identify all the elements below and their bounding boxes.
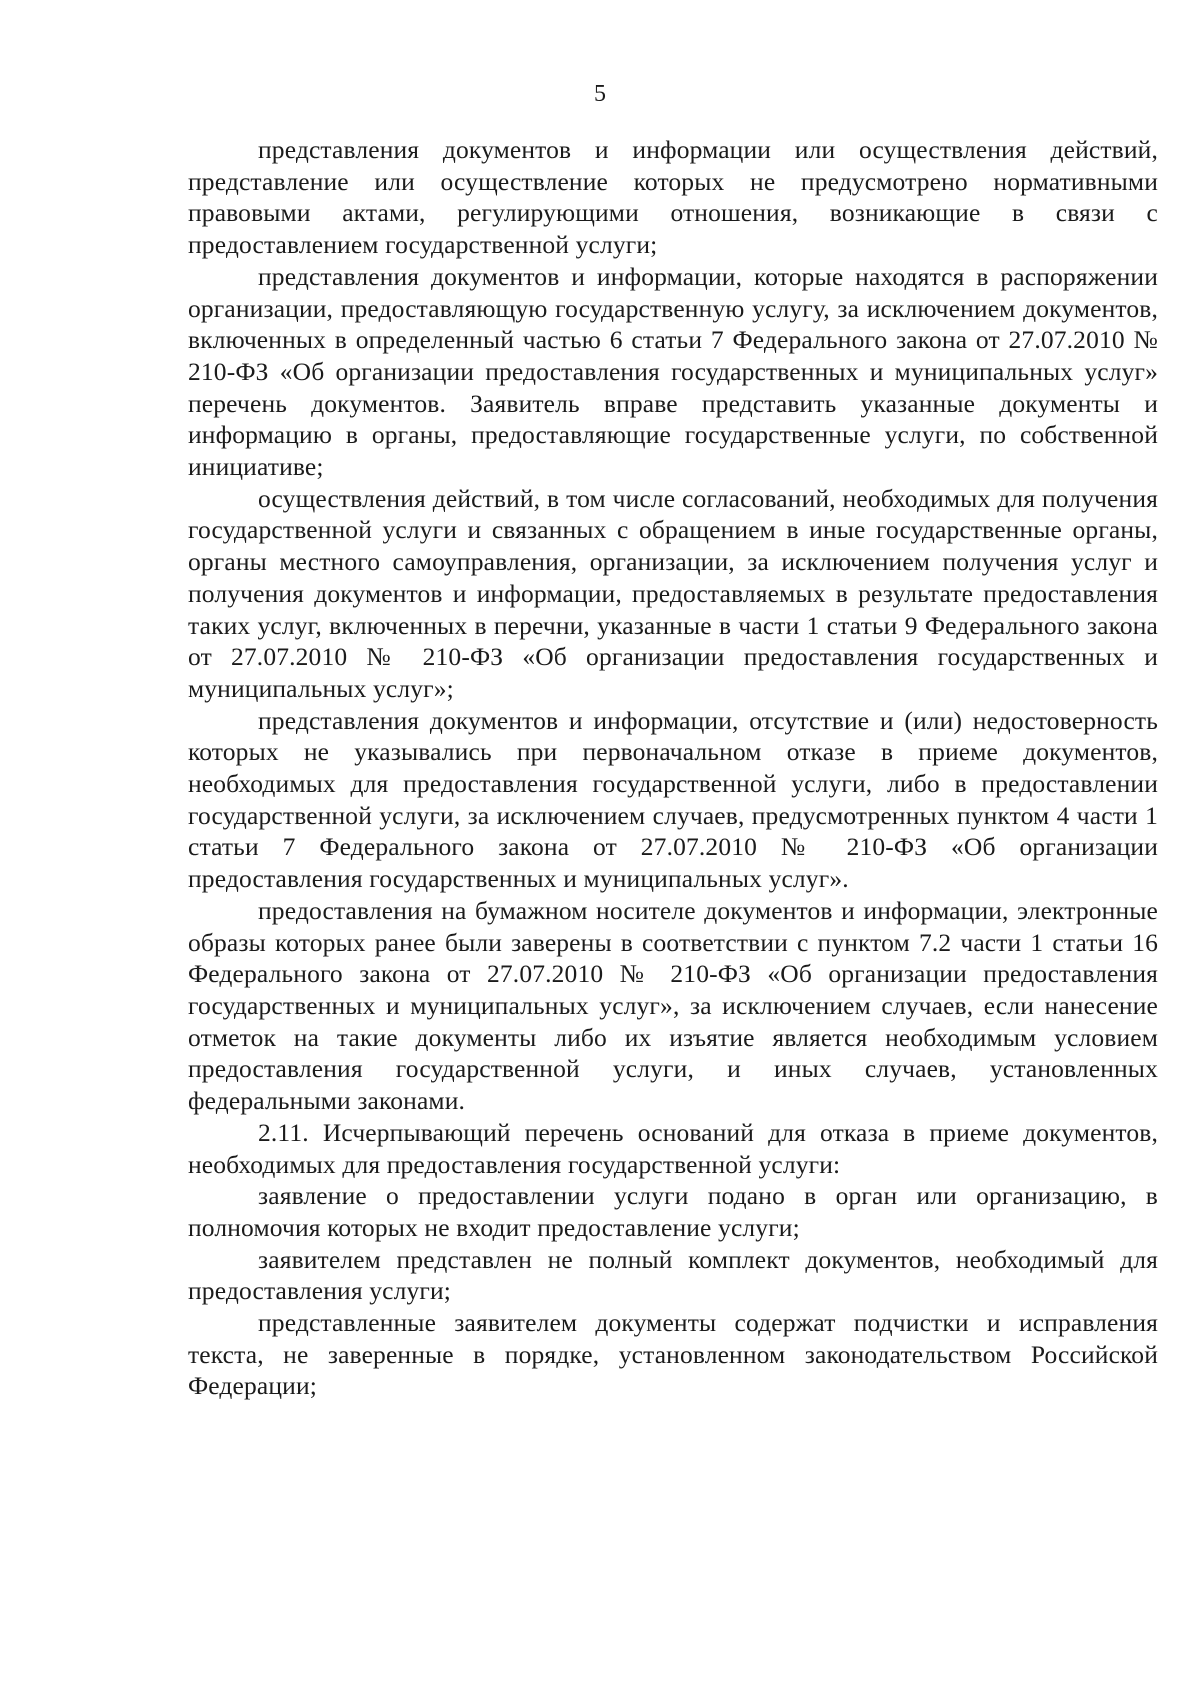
paragraph: представления документов и информации или осуществления действий, представление или осуществление которых не предусмотрено нормативными правовыми актами, регулирующими отношения, возникающие в связи с предоставлением государственной услуги; — [188, 135, 1158, 260]
document-body — [188, 134, 1158, 1402]
paragraph: представления документов и информации, отсутствие и (или) недостоверность которых не указывались при первоначальном отказе в приеме документов, необходимых для предоставления государственной услуги, либо в предоставлении государственной услуги, за исключением случаев, предусмотренных пунктом 4 части 1 статьи 7 Федерального закона от 27.07.2010 № 210-ФЗ «Об организации предоставления государственных и муниципальных услуг». — [188, 705, 1158, 894]
paragraph: представленные заявителем документы содержат подчистки и исправления текста, не заверенные в порядке, установленном законодательством Российской Федерации; — [188, 1308, 1158, 1401]
paragraph: заявление о предоставлении услуги подано в орган или организацию, в полномочия которых не входит предоставление услуги; — [188, 1181, 1158, 1242]
section-heading-paragraph: 2.11. Исчерпывающий перечень оснований для отказа в приеме документов, необходимых для предоставления государственной услуги: — [188, 1117, 1158, 1179]
page-number: 5 — [594, 81, 606, 107]
paragraph: представления документов и информации, которые находятся в распоряжении организации, предоставляющую государственную услугу, за исключением документов, включенных в определенный частью 6 статьи 7 Федерального закона от 27.07.2010 № 210-ФЗ «Об организации предоставления государственных и муниципальных услуг» перечень документов. Заявитель вправе представить указанные документы и информацию в органы, предоставляющие государственные услуги, по собственной инициативе; — [188, 261, 1158, 482]
paragraph: осуществления действий, в том числе согласований, необходимых для получения государственной услуги и связанных с обращением в иные государственные органы, органы местного самоуправления, организации, за исключением получения услуг и получения документов и информации, предоставляемых в результате предоставления таких услуг, включенных в перечни, указанные в части 1 статьи 9 Федерального закона от 27.07.2010 № 210-ФЗ «Об организации предоставления государственных и муниципальных услуг»; — [188, 483, 1158, 703]
paragraph: заявителем представлен не полный комплект документов, необходимый для предоставления услуги; — [188, 1244, 1158, 1306]
paragraph: предоставления на бумажном носителе документов и информации, электронные образы которых ранее были заверены в соответствии с пунктом 7.2 части 1 статьи 16 Федерального закона от 27.07.2010 № 210-ФЗ «Об организации предоставления государственных и муниципальных услуг», за исключением случаев, если нанесение отметок на такие документы либо их изъятие является необходимым условием предоставления государственной услуги, и иных случаев, установленных федеральными законами. — [188, 895, 1158, 1116]
